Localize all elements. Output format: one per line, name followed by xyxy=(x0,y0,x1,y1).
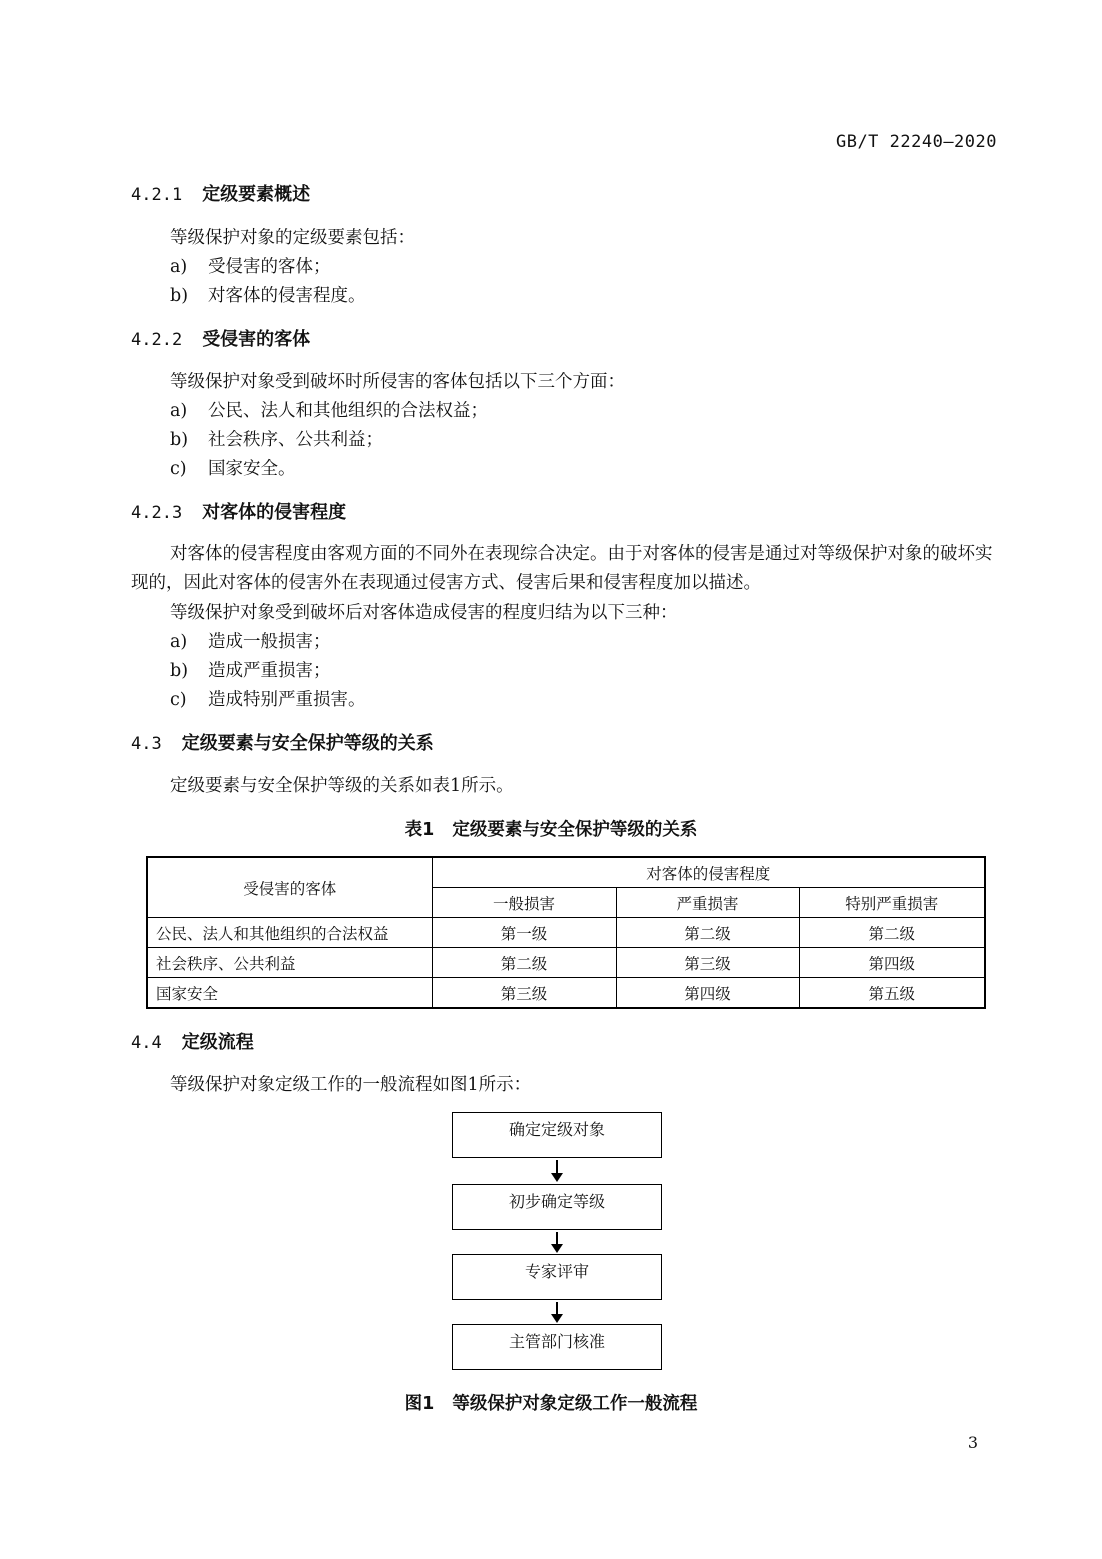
table-row xyxy=(147,948,985,978)
header-cell: 严重损害 xyxy=(616,888,799,918)
page-number: 3 xyxy=(967,1433,978,1452)
flow-step-box: 主管部门核准 xyxy=(452,1324,662,1370)
flow-arrow-line xyxy=(556,1160,558,1173)
section-number: 4.3 xyxy=(131,734,162,754)
figure-caption xyxy=(0,1390,1102,1415)
flow-step-box: 专家评审 xyxy=(452,1254,662,1300)
table-caption xyxy=(0,816,1102,841)
table-cell: 第三级 xyxy=(616,948,799,978)
flow-arrow-head xyxy=(551,1173,563,1182)
table-header-row xyxy=(147,857,985,888)
paragraph: 等级保护对象受到破坏时所侵害的客体包括以下三个方面： xyxy=(170,372,625,392)
caption-title: 定级要素与安全保护等级的关系 xyxy=(452,820,698,840)
table-cell: 第二级 xyxy=(432,948,616,978)
list-label: c) xyxy=(170,459,187,479)
list-item xyxy=(170,282,366,307)
relationship-table xyxy=(146,856,986,1009)
section-title: 定级流程 xyxy=(181,1032,254,1053)
list-item xyxy=(170,397,488,422)
paragraph: 等级保护对象受到破坏后对客体造成侵害的程度归结为以下三种： xyxy=(170,603,678,623)
list-label: b) xyxy=(170,430,189,450)
flow-arrow-line xyxy=(556,1302,558,1314)
caption-number: 表1 xyxy=(404,820,435,840)
section-title: 定级要素与安全保护等级的关系 xyxy=(181,733,434,754)
flow-step-box: 初步确定等级 xyxy=(452,1184,662,1230)
table-row xyxy=(147,978,985,1009)
table-cell-object: 公民、法人和其他组织的合法权益 xyxy=(147,918,432,948)
caption-title: 等级保护对象定级工作一般流程 xyxy=(452,1394,698,1414)
list-item xyxy=(170,686,366,711)
list-text: 造成特别严重损害。 xyxy=(208,690,366,710)
table-cell-object: 国家安全 xyxy=(147,978,432,1009)
paragraph: 等级保护对象定级工作的一般流程如图1所示： xyxy=(170,1075,532,1095)
list-label: b) xyxy=(170,661,189,681)
standard-number: GB/T 22240—2020 xyxy=(835,132,997,152)
paragraph-text: 对客体的侵害程度由客观方面的不同外在表现综合决定。由于对客体的侵害是通过对等级保护对象的破坏实现的，因此对客体的侵害外在表现通过侵害方式、侵害后果和侵害程度加以描述。 xyxy=(131,544,993,593)
section-title: 受侵害的客体 xyxy=(202,329,311,350)
header-cell: 特别严重损害 xyxy=(799,888,985,918)
flow-arrow-head xyxy=(551,1314,563,1323)
header-cell-degree: 对客体的侵害程度 xyxy=(432,857,985,888)
table-cell: 第二级 xyxy=(799,918,985,948)
list-item xyxy=(170,426,383,451)
list-item xyxy=(170,455,296,480)
list-text: 社会秩序、公共利益； xyxy=(208,430,383,450)
section-heading-4-2-2 xyxy=(131,325,310,351)
section-title: 定级要素概述 xyxy=(202,184,311,205)
list-text: 国家安全。 xyxy=(208,459,296,479)
table-cell: 第四级 xyxy=(799,948,985,978)
list-text: 造成严重损害； xyxy=(208,661,331,681)
table-row xyxy=(147,918,985,948)
flow-step-box: 确定定级对象 xyxy=(452,1112,662,1158)
table-cell-object: 社会秩序、公共利益 xyxy=(147,948,432,978)
table-cell: 第五级 xyxy=(799,978,985,1009)
list-item xyxy=(170,628,331,653)
list-label: a) xyxy=(170,257,188,277)
flow-arrow-line xyxy=(556,1232,558,1244)
section-heading-4-4 xyxy=(131,1028,254,1054)
list-label: a) xyxy=(170,401,188,421)
section-heading-4-3 xyxy=(131,729,434,755)
section-title: 对客体的侵害程度 xyxy=(202,502,347,523)
section-number: 4.2.3 xyxy=(131,503,183,523)
list-text: 造成一般损害； xyxy=(208,632,331,652)
flow-arrow-head xyxy=(551,1244,563,1253)
section-number: 4.2.1 xyxy=(131,185,183,205)
header-cell: 一般损害 xyxy=(432,888,616,918)
list-text: 对客体的侵害程度。 xyxy=(208,286,366,306)
list-text: 公民、法人和其他组织的合法权益； xyxy=(208,401,488,421)
table-cell: 第二级 xyxy=(616,918,799,948)
header-cell-object: 受侵害的客体 xyxy=(147,857,432,918)
paragraph: 定级要素与安全保护等级的关系如表1所示。 xyxy=(170,776,514,796)
table-cell: 第四级 xyxy=(616,978,799,1009)
section-number: 4.4 xyxy=(131,1033,162,1053)
section-heading-4-2-1 xyxy=(131,180,310,206)
list-label: c) xyxy=(170,690,187,710)
paragraph: 等级保护对象的定级要素包括： xyxy=(170,228,415,248)
body-paragraph xyxy=(131,540,1001,598)
caption-number: 图1 xyxy=(404,1394,435,1414)
section-number: 4.2.2 xyxy=(131,330,183,350)
list-label: b) xyxy=(170,286,189,306)
list-item xyxy=(170,657,331,682)
list-text: 受侵害的客体； xyxy=(208,257,331,277)
list-label: a) xyxy=(170,632,188,652)
table-cell: 第一级 xyxy=(432,918,616,948)
section-heading-4-2-3 xyxy=(131,498,346,524)
table-cell: 第三级 xyxy=(432,978,616,1009)
list-item xyxy=(170,253,331,278)
